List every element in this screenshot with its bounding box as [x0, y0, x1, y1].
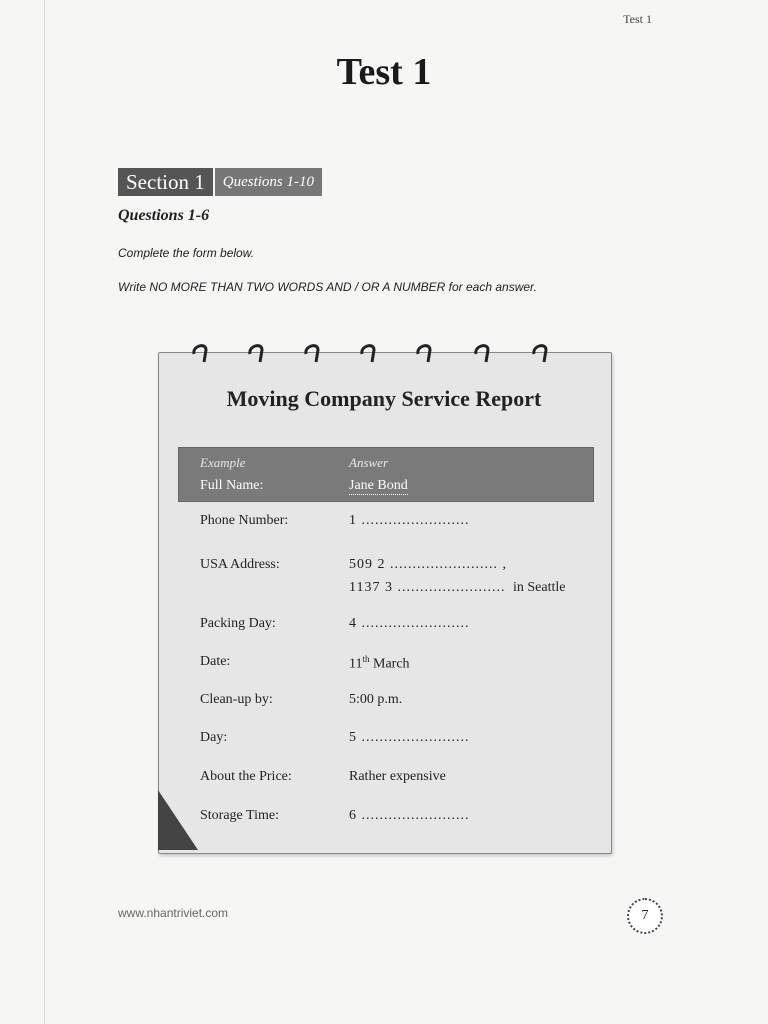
questions-heading: Questions 1-6: [118, 207, 210, 224]
spiral-ring-icon: [358, 340, 378, 364]
day-label: Day:: [200, 730, 228, 745]
spiral-ring-icon: [414, 340, 434, 364]
spiral-ring-icon: [190, 340, 210, 364]
answer-col-label: Answer: [349, 455, 388, 470]
footer-url: www.nhantriviet.com: [118, 906, 229, 920]
address-line1-blank[interactable]: 509 2 ........................ ,: [349, 557, 507, 572]
date-month: March: [369, 656, 410, 672]
section-label: Section 1: [118, 168, 213, 196]
address-city-suffix: in Seattle: [513, 580, 566, 595]
section-banner: [118, 168, 322, 196]
storage-time-blank[interactable]: 6 ........................: [349, 808, 470, 823]
instruction-complete-form: Complete the form below.: [118, 246, 255, 260]
date-value: [349, 654, 410, 673]
example-field: Full Name:: [200, 478, 264, 493]
example-col-label: Example: [200, 455, 246, 470]
example-answer: Jane Bond: [349, 478, 408, 493]
price-label: About the Price:: [200, 769, 292, 784]
phone-answer-blank[interactable]: 1 ........................: [349, 513, 470, 528]
running-head: Test 1: [623, 12, 652, 26]
address-label: USA Address:: [200, 557, 280, 572]
storage-time-label: Storage Time:: [200, 808, 279, 823]
date-label: Date:: [200, 654, 231, 669]
date-ordinal: th: [362, 654, 370, 664]
spiral-ring-icon: [530, 340, 550, 364]
instruction-word-limit: Write NO MORE THAN TWO WORDS AND / OR A NUMBER for each answer.: [118, 280, 537, 294]
price-value: Rather expensive: [349, 769, 446, 784]
packing-day-blank[interactable]: 4 ........................: [349, 616, 470, 631]
page-number-badge: 7: [627, 898, 663, 934]
date-day: 11: [349, 656, 363, 672]
form-title: Moving Company Service Report: [226, 386, 542, 411]
page-edge-line: [44, 0, 45, 1024]
section-questions-range: Questions 1-10: [215, 168, 322, 196]
spiral-ring-icon: [246, 340, 266, 364]
phone-label: Phone Number:: [200, 513, 289, 528]
page-title: Test 1: [336, 51, 432, 93]
cleanup-value: 5:00 p.m.: [349, 692, 403, 707]
spiral-ring-icon: [472, 340, 492, 364]
page-curl-corner: [158, 790, 198, 850]
spiral-ring-icon: [302, 340, 322, 364]
address-line2-blank[interactable]: 1137 3 ........................: [349, 580, 506, 595]
packing-day-label: Packing Day:: [200, 616, 276, 631]
cleanup-label: Clean-up by:: [200, 692, 273, 707]
day-blank[interactable]: 5 ........................: [349, 730, 470, 745]
